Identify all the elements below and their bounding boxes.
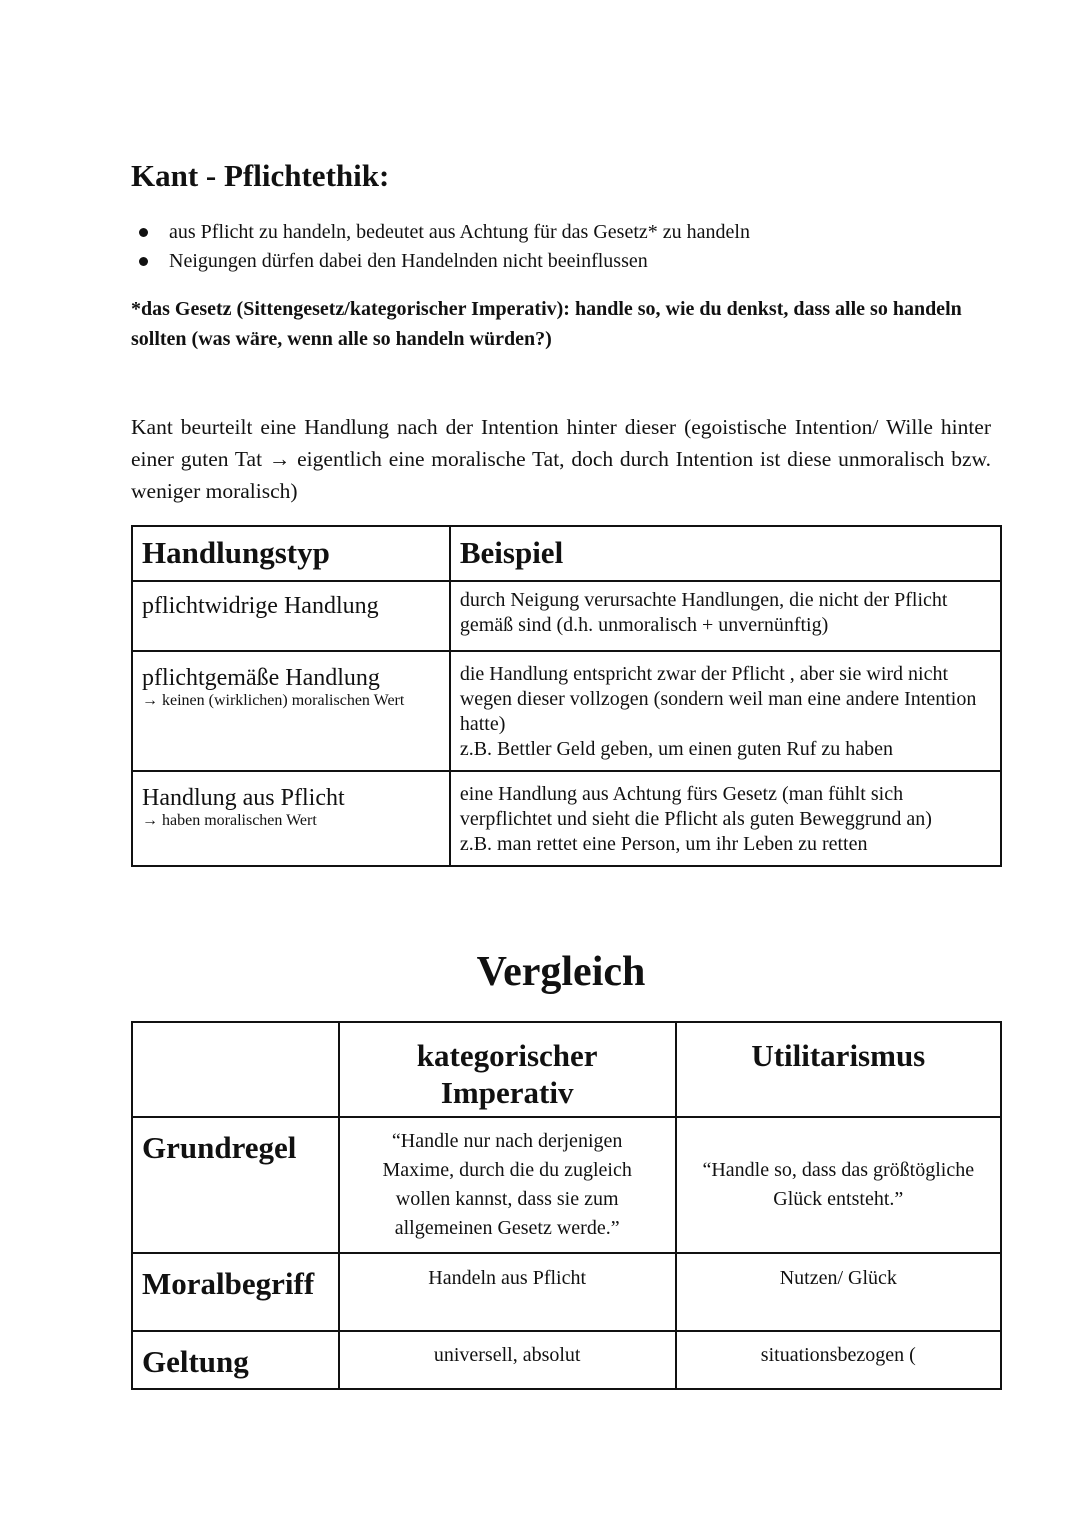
example-cell: [450, 771, 1001, 866]
example-text: eine Handlung aus Achtung fürs Gesetz (man fühlt sich verpflichtet und sieht die Pflicht als guten Beweggrund an): [459, 783, 932, 830]
row-label-grundregel: Grundregel: [132, 1117, 339, 1253]
table-row: [132, 581, 1001, 651]
example-cell: [450, 581, 1001, 651]
column-header-example: Beispiel: [450, 526, 1001, 581]
row-label-geltung: Geltung: [132, 1331, 339, 1389]
table-header-row: [132, 526, 1001, 581]
action-value-note: → keinen (wirklichen) moralischen Wert: [142, 692, 405, 709]
categorical-cell: “Handle nur nach derjenigen Maxime, durch die du zugleich wollen kannst, dass sie zum allgemeinen Gesetz werde.”: [339, 1117, 676, 1253]
utilitarianism-cell: Nutzen/ Glück: [676, 1253, 1001, 1331]
intention-paragraph: Kant beurteilt eine Handlung nach der Intention hinter dieser (egoistische Intention/ Wille hinter einer guten Tat → eigentlich eine moralische Tat, doch durch Intention ist diese unmoralisch bzw. weniger moralisch): [131, 415, 991, 503]
example-text: durch Neigung verursachte Handlungen, die nicht der Pflicht gemäß sind (d.h. unmoralisch + unvernünftig): [459, 589, 948, 636]
example-instance: z.B. Bettler Geld geben, um einen guten Ruf zu haben: [459, 738, 894, 760]
categorical-cell: Handeln aus Pflicht: [339, 1253, 676, 1331]
type-cell: [132, 771, 450, 866]
utilitarianism-cell: “Handle so, dass das größtögliche Glück entsteht.”: [676, 1117, 1001, 1253]
bullet-icon: [139, 228, 148, 237]
bullet-text: aus Pflicht zu handeln, bedeutet aus Achtung für das Gesetz* zu handeln: [169, 221, 750, 243]
column-header-categorical: kategorischer Imperativ: [339, 1022, 676, 1117]
example-cell: [450, 651, 1001, 771]
action-type-table: [131, 525, 1002, 867]
comparison-table: [131, 1021, 1002, 1390]
law-footnote: *das Gesetz (Sittengesetz/kategorischer Imperativ): handle so, wie du denkst, dass alle so handeln sollten (was wäre, wenn alle so handeln würden?): [131, 298, 962, 350]
table-row: [132, 771, 1001, 866]
bullet-list: [131, 218, 750, 276]
table-header-row: [132, 1022, 1001, 1117]
column-header-utilitarianism: Utilitarismus: [676, 1022, 1001, 1117]
table-row: [132, 1331, 1001, 1389]
action-type: pflichtgemäße Handlung: [142, 665, 380, 691]
example-instance: z.B. man rettet eine Person, um ihr Leben zu retten: [459, 833, 868, 855]
action-type: Handlung aus Pflicht: [142, 785, 345, 811]
page-title: Kant - Pflichtethik:: [131, 158, 390, 193]
table-row: [132, 651, 1001, 771]
action-type: pflichtwidrige Handlung: [142, 593, 379, 619]
table-row: [132, 1253, 1001, 1331]
bullet-item: [131, 247, 750, 276]
categorical-cell: universell, absolut: [339, 1331, 676, 1389]
action-value-note: → haben moralischen Wert: [142, 812, 317, 829]
utilitarianism-cell: situationsbezogen (: [676, 1331, 1001, 1389]
bullet-icon: [139, 257, 148, 266]
table-row: [132, 1117, 1001, 1253]
column-header-type: Handlungstyp: [132, 526, 450, 581]
bullet-item: [131, 218, 750, 247]
empty-corner-cell: [132, 1022, 339, 1117]
example-text: die Handlung entspricht zwar der Pflicht , aber sie wird nicht wegen dieser vollzogen (sondern weil man eine andere Intention hatte): [459, 663, 977, 735]
type-cell: [132, 581, 450, 651]
comparison-heading: Vergleich: [476, 949, 646, 995]
bullet-text: Neigungen dürfen dabei den Handelnden nicht beeinflussen: [169, 250, 648, 272]
type-cell: [132, 651, 450, 771]
row-label-moralbegriff: Moralbegriff: [132, 1253, 339, 1331]
